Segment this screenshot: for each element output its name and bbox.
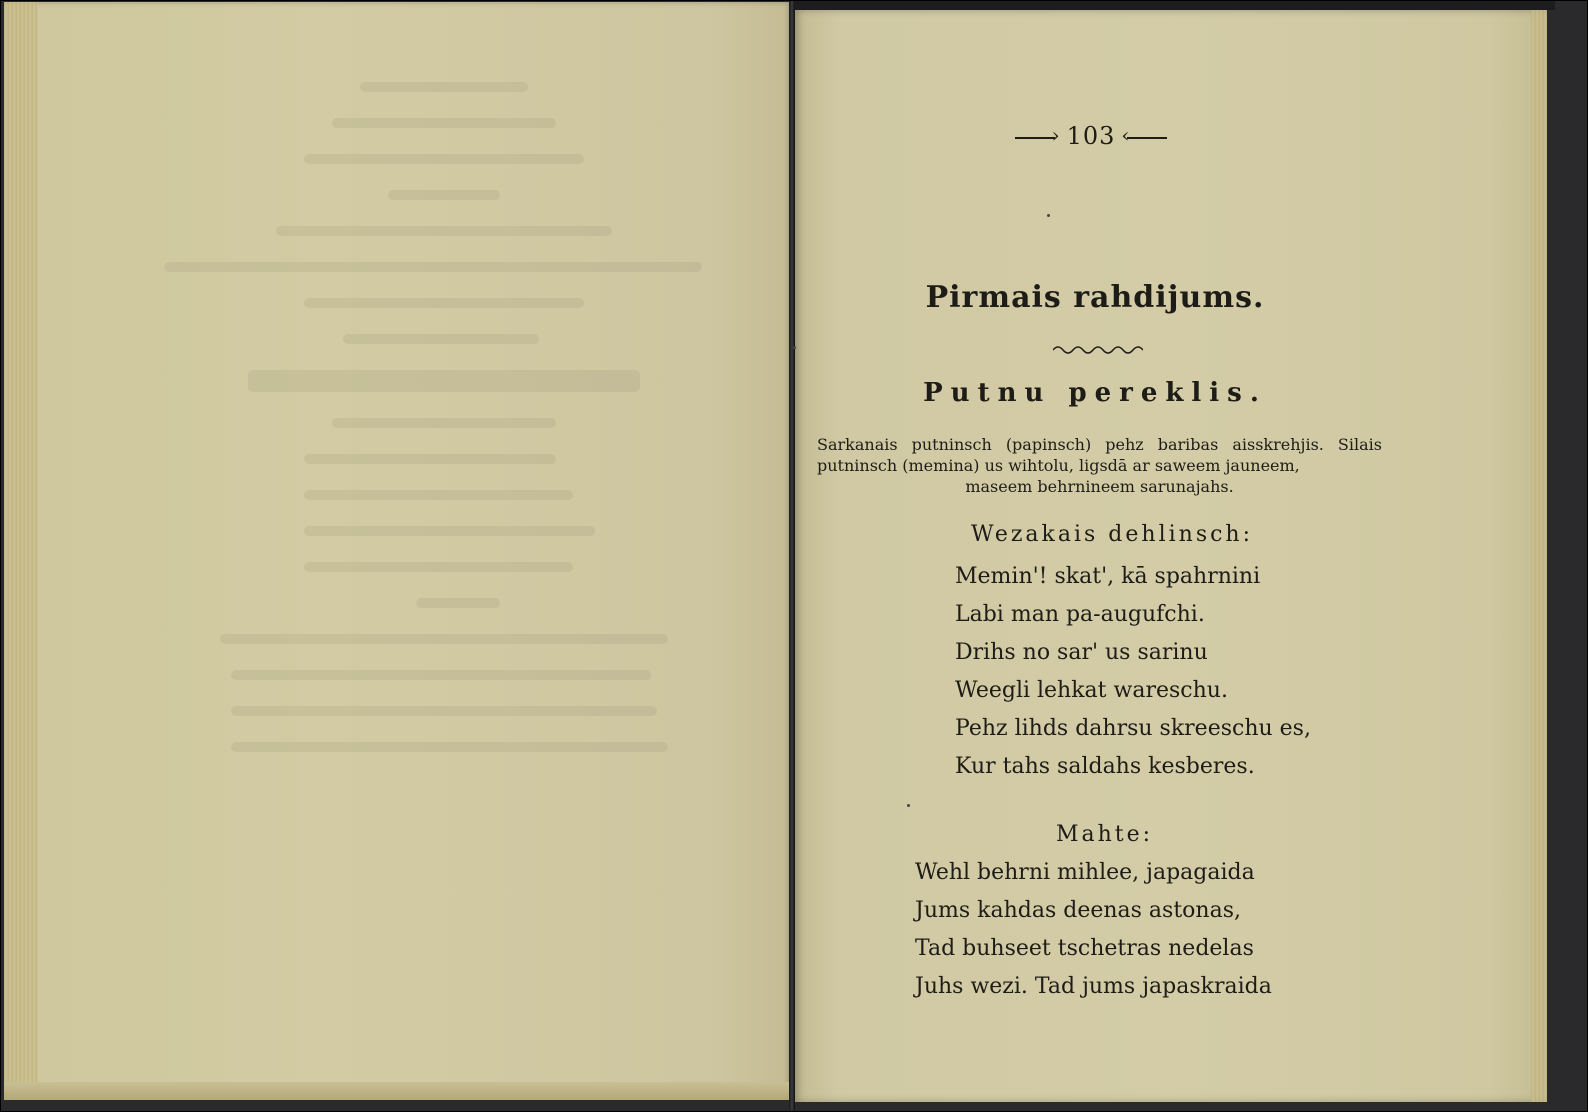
verse-line: Drihs no sar' us sarinu: [955, 640, 1208, 665]
verse-line: Jums kahdas deenas astonas,: [915, 898, 1241, 923]
verse-line: Weegli lehkat wareschu.: [955, 678, 1228, 703]
bleed-through-text: [164, 82, 724, 1002]
speaker-label: Mahte:: [1056, 822, 1154, 847]
right-page: [795, 10, 1547, 1102]
verse-line: Juhs wezi. Tad jums japaskraida: [915, 974, 1272, 999]
stage-direction: [817, 434, 1382, 497]
scene-title: Putnu pereklis.: [923, 378, 1267, 408]
verse-stanza: [915, 854, 1272, 1006]
left-page: [4, 2, 792, 1100]
paper-speck: [793, 346, 796, 349]
speaker-label: Wezakais dehlinsch:: [971, 522, 1254, 547]
page-content: [795, 10, 1547, 1102]
scan-border: [795, 0, 1555, 10]
section-title: Pirmais rahdijums.: [925, 280, 1265, 315]
verse-line: Labi man pa-augufchi.: [955, 602, 1205, 627]
verse-line: Pehz lihds dahrsu skreeschu es,: [955, 716, 1311, 741]
left-arrow-ornament-icon: [1015, 137, 1055, 139]
page-number-value: 103: [1066, 122, 1116, 150]
page-bottom-edge: [4, 1082, 792, 1100]
verse-stanza: [955, 558, 1311, 786]
paper-speck: [1047, 214, 1050, 217]
verse-line: Wehl behrni mihlee, japagaida: [915, 860, 1255, 885]
page-stack-edge: [4, 2, 38, 1100]
verse-line: Kur tahs saldahs kesberes.: [955, 754, 1255, 779]
paper-speck: [907, 804, 910, 807]
page-number: [1001, 122, 1181, 150]
stage-direction-line: putninsch (memina) us wihtolu, ligsdā ar saweem jauneem,: [817, 456, 1300, 475]
stage-direction-line: Sarkanais putninsch (papinsch) pehz baribas aisskrehjis. Silais: [817, 435, 1382, 454]
stage-direction-line: maseem behrnineem sarunajahs.: [965, 477, 1234, 496]
verse-line: Memin'! skat', kā spahrnini: [955, 564, 1261, 589]
verse-line: Tad buhseet tschetras nedelas: [915, 936, 1254, 961]
right-arrow-ornament-icon: [1127, 137, 1167, 139]
wave-ornament-icon: [1053, 344, 1143, 356]
